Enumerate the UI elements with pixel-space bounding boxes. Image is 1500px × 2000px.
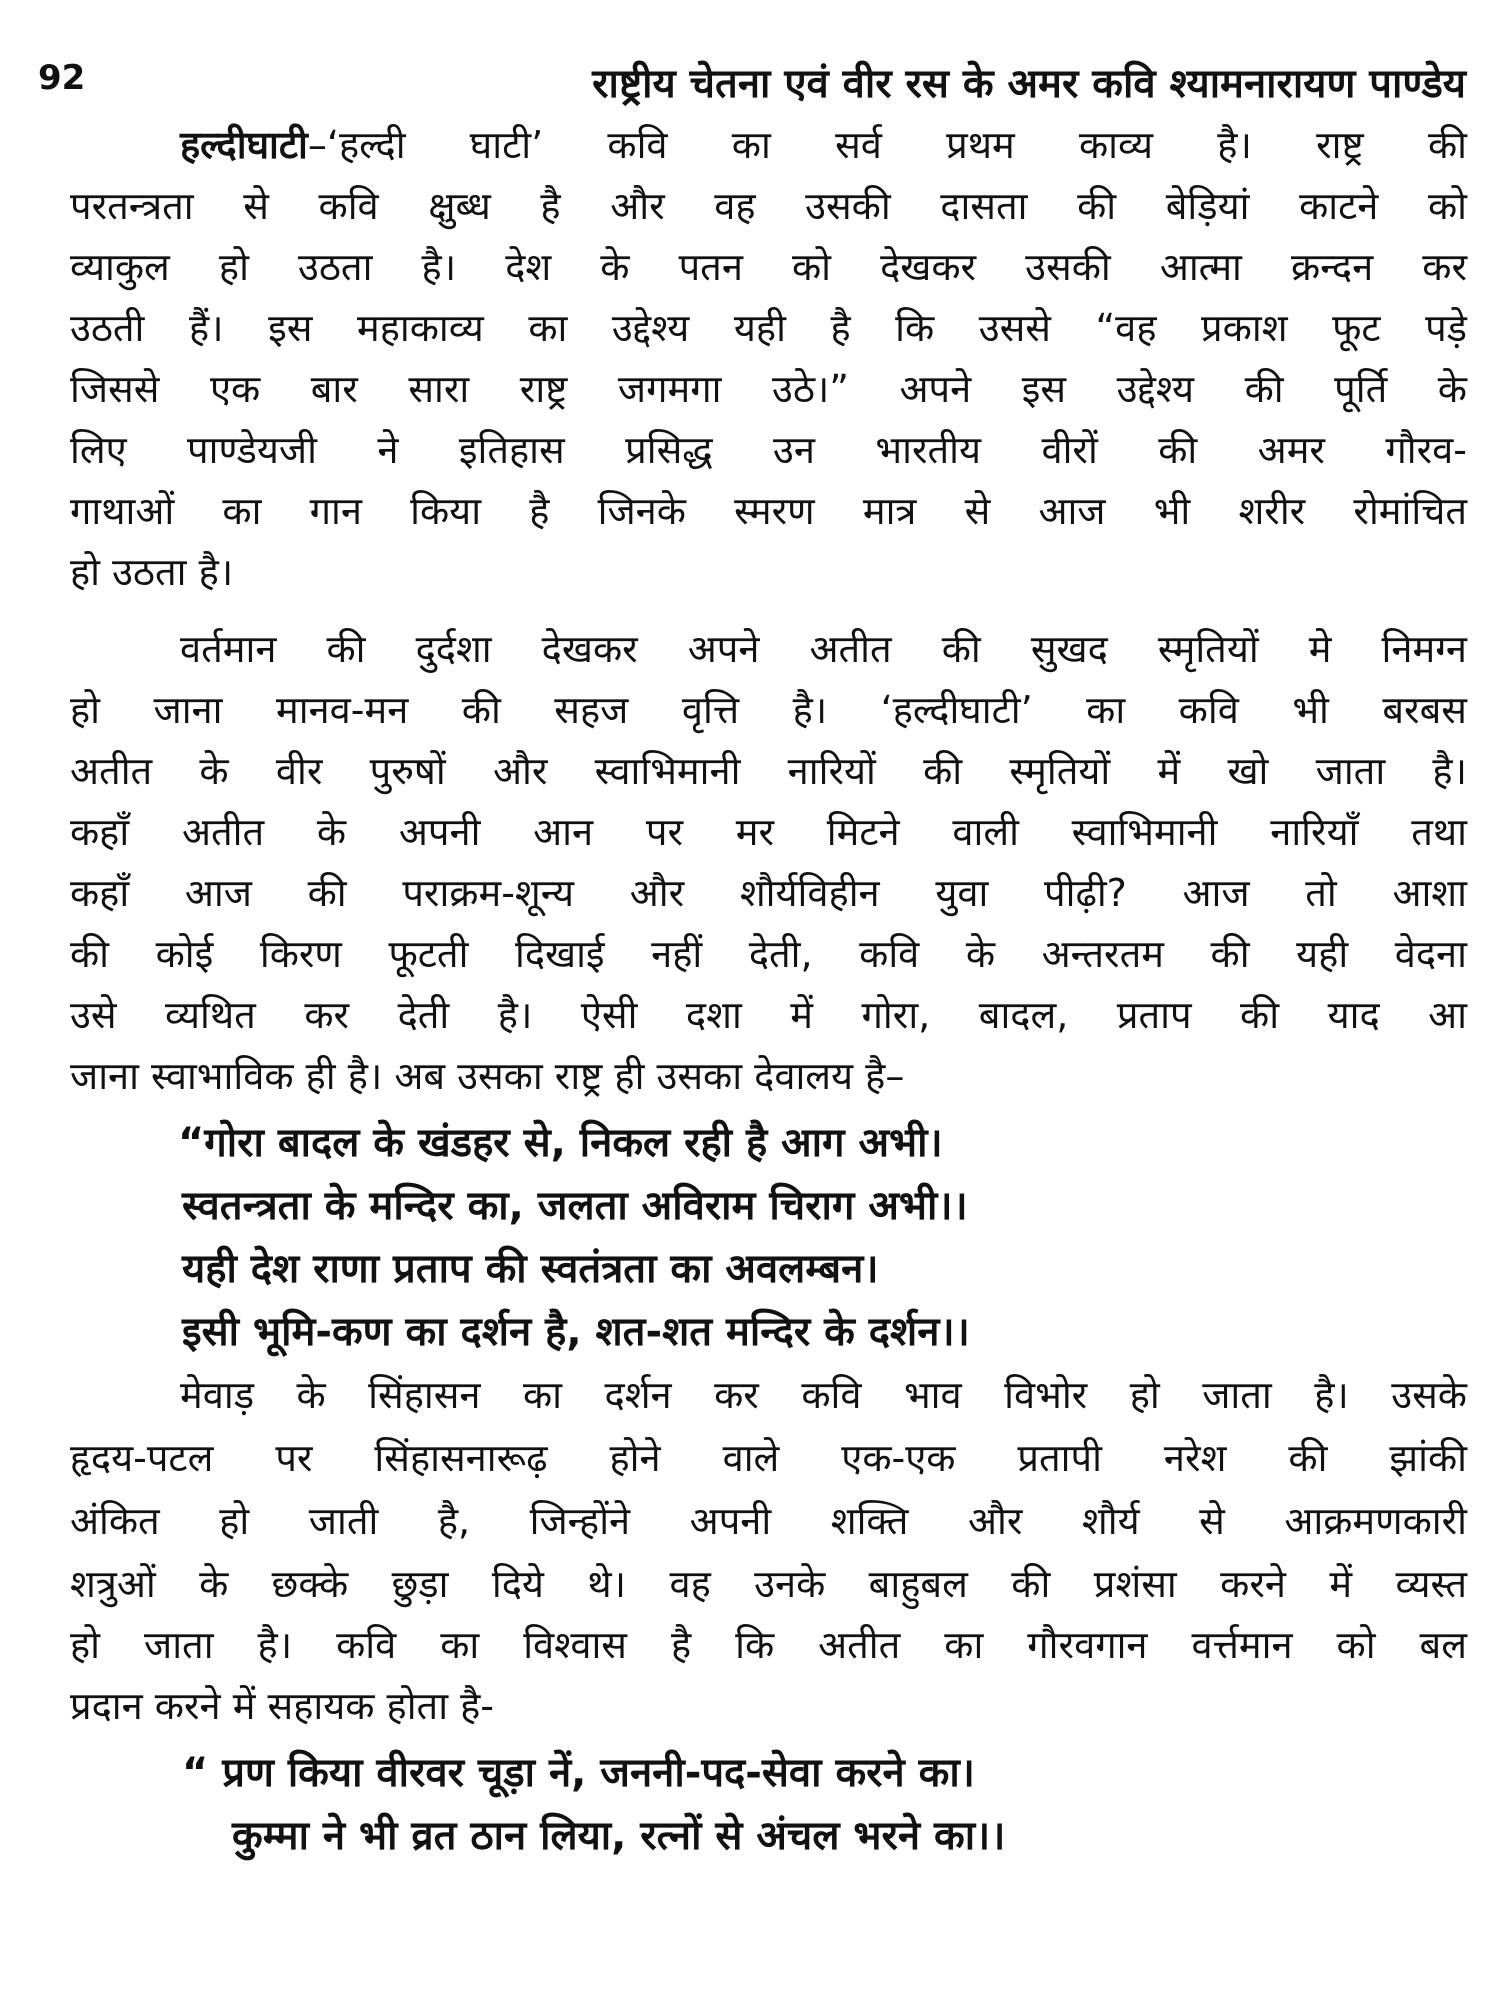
- page-number: 92: [38, 58, 86, 98]
- text-line: परतन्त्रता से कवि क्षुब्ध है और वह उसकी दासता की बेड़ियां काटने को: [70, 184, 1467, 228]
- verse-line: स्वतन्त्रता के मन्दिर का, जलता अविराम चिराग अभी।।: [182, 1183, 968, 1229]
- text-line: कहाँ अतीत के अपनी आन पर मर मिटने वाली स्वाभिमानी नारियाँ तथा: [70, 810, 1467, 854]
- text-line: शत्रुओं के छक्के छुड़ा दिये थे। वह उनके बाहुबल की प्रशंसा करने में व्यस्त: [70, 1562, 1467, 1606]
- text-line: हो जाना मानव-मन की सहज वृत्ति है। ‘हल्दीघाटी’ का कवि भी बरबस: [70, 688, 1467, 732]
- text-line: व्याकुल हो उठता है। देश के पतन को देखकर उसकी आत्मा क्रन्दन कर: [70, 245, 1467, 289]
- text-line: अंकित हो जाती है, जिन्होंने अपनी शक्ति और शौर्य से आक्रमणकारी: [70, 1499, 1467, 1543]
- text-line: हो उठता है।: [70, 550, 234, 594]
- text-line: वर्तमान की दुर्दशा देखकर अपने अतीत की सुखद स्मृतियों मे निमग्न: [180, 627, 1467, 671]
- running-title: राष्ट्रीय चेतना एवं वीर रस के अमर कवि श्यामनारायण पाण्डेय: [592, 61, 1466, 107]
- section-heading-haldighati: हल्दीघाटी: [180, 123, 308, 167]
- verse-line: इसी भूमि-कण का दर्शन है, शत-शत मन्दिर के दर्शन।।: [182, 1309, 970, 1355]
- verse-line: कुम्मा ने भी व्रत ठान लिया, रत्नों से अंचल भरने का।।: [232, 1813, 1006, 1859]
- text-line: हृदय-पटल पर सिंहासनारूढ़ होने वाले एक-एक प्रतापी नरेश की झांकी: [70, 1436, 1467, 1480]
- text-line: जिससे एक बार सारा राष्ट्र जगमगा उठे।” अपने इस उद्देश्य की पूर्ति के: [70, 367, 1467, 411]
- verse-line: “ प्रण किया वीरवर चूड़ा नें, जननी-पद-सेवा करने का।: [182, 1750, 975, 1796]
- verse-line: “गोरा बादल के खंडहर से, निकल रही है आग अभी।: [178, 1120, 943, 1166]
- text-line: उसे व्यथित कर देती है। ऐसी दशा में गोरा, बादल, प्रताप की याद आ: [70, 993, 1467, 1037]
- text-line: की कोई किरण फूटती दिखाई नहीं देती, कवि के अन्तरतम की यही वेदना: [70, 932, 1467, 976]
- text-line: प्रदान करने में सहायक होता है-: [70, 1684, 495, 1728]
- verse-line: यही देश राणा प्रताप की स्वतंत्रता का अवलम्बन।: [182, 1246, 879, 1292]
- text-line: अतीत के वीर पुरुषों और स्वाभिमानी नारियों की स्मृतियों में खो जाता है।: [70, 749, 1467, 793]
- text-line: गाथाओं का गान किया है जिनके स्मरण मात्र से आज भी शरीर रोमांचित: [70, 489, 1467, 533]
- text-line: मेवाड़ के सिंहासन का दर्शन कर कवि भाव विभोर हो जाता है। उसके: [180, 1373, 1467, 1417]
- text-line: जाना स्वाभाविक ही है। अब उसका राष्ट्र ही उसका देवालय है–: [70, 1054, 905, 1098]
- line-text: –‘हल्दी घाटी’ कवि का सर्व प्रथम काव्य है। राष्ट्र की: [307, 123, 1467, 167]
- text-line: उठती हैं। इस महाकाव्य का उद्देश्य यही है कि उससे “वह प्रकाश फूट पड़े: [70, 306, 1467, 350]
- text-line: कहाँ आज की पराक्रम-शून्य और शौर्यविहीन युवा पीढ़ी? आज तो आशा: [70, 871, 1467, 915]
- text-line: [180, 120, 1467, 170]
- text-line: लिए पाण्डेयजी ने इतिहास प्रसिद्ध उन भारतीय वीरों की अमर गौरव-: [70, 428, 1467, 472]
- text-line: हो जाता है। कवि का विश्वास है कि अतीत का गौरवगान वर्त्तमान को बल: [70, 1623, 1467, 1667]
